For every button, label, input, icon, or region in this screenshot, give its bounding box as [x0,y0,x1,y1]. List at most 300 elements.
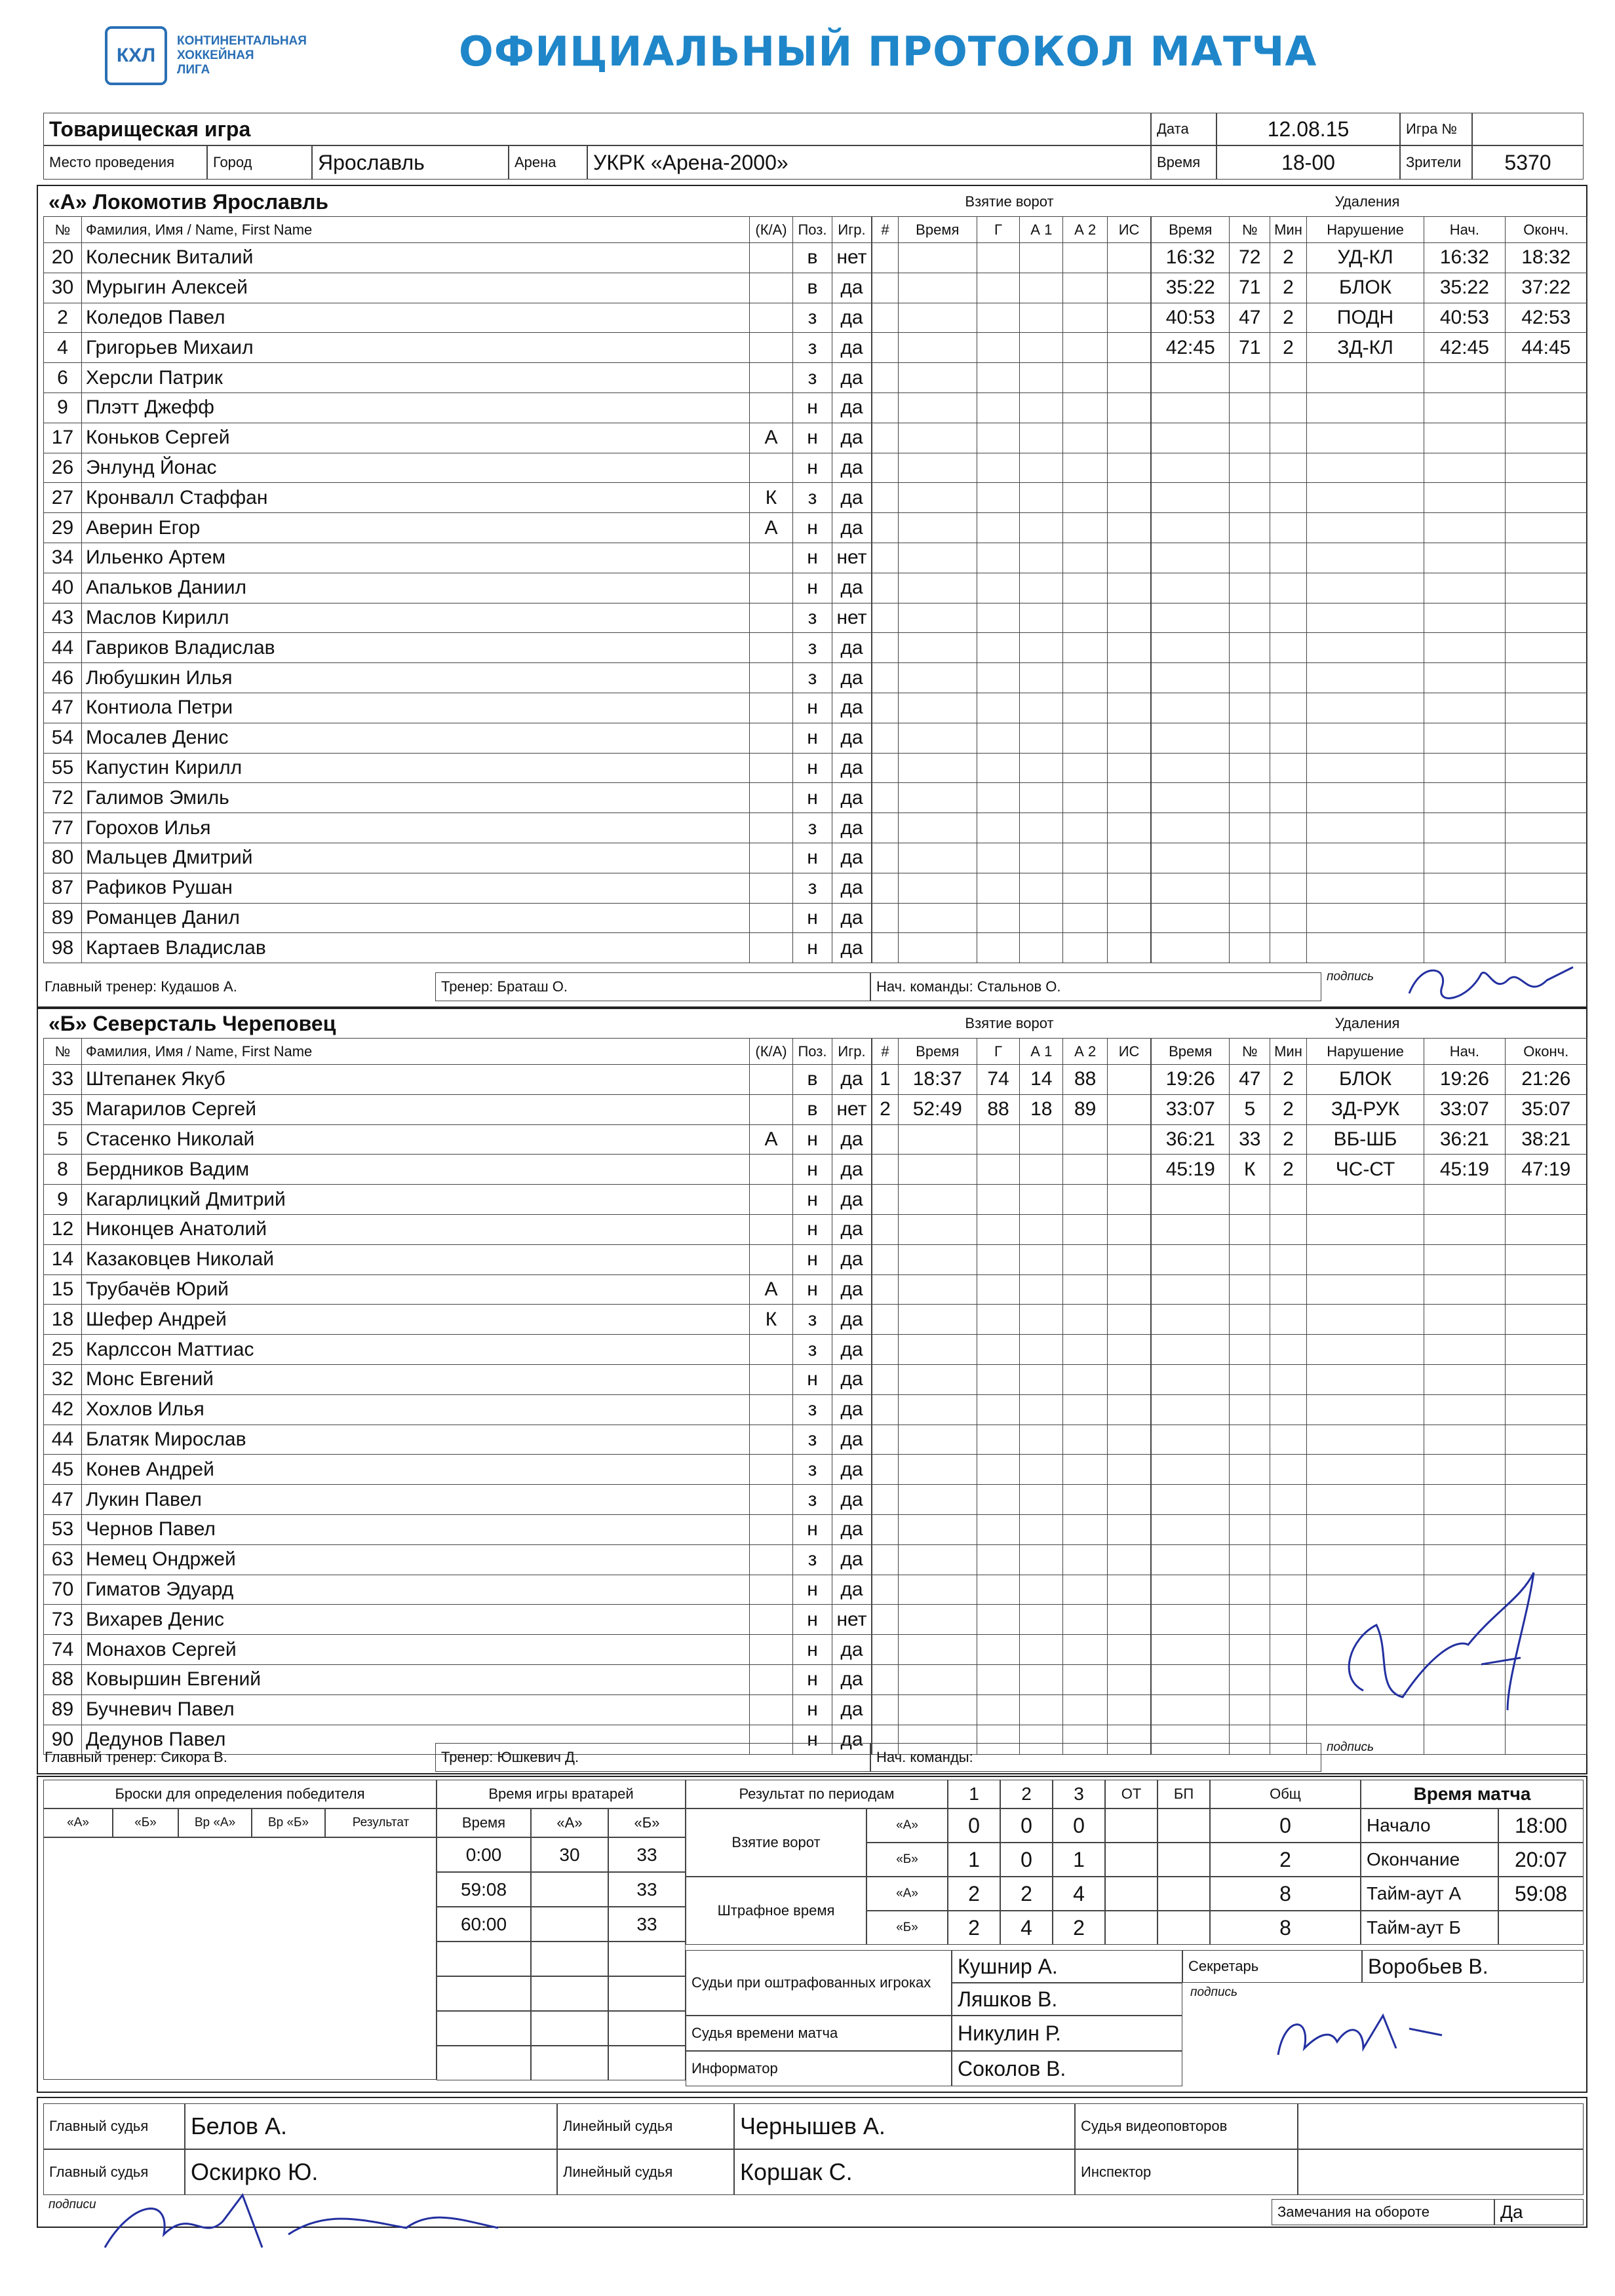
player-position: н [793,843,832,873]
col-p-start: Нач. [1424,1039,1505,1065]
player-played: да [832,363,871,393]
player-name: Кронвалл Стаффан [81,483,749,513]
team-a-coach: Тренер: Браташ О. [435,972,870,1001]
goal-assist-1 [1020,1575,1063,1605]
player-name: Горохов Илья [81,813,749,843]
penalty-start [1424,423,1505,453]
player-played: да [832,453,871,483]
goal-strength [1108,273,1151,303]
penalty-time [1152,1364,1230,1394]
goal-strength [1108,1575,1151,1605]
player-captain-mark: А [750,1124,793,1155]
goalie-time-col-a: «А» [531,1808,608,1837]
goal-assist-2 [1063,1364,1108,1394]
penalty-end [1505,1485,1587,1515]
goal-assist-1 [1020,243,1063,273]
table-row [44,1305,872,1335]
goal-number [872,633,899,663]
goal-scorer [977,1394,1020,1425]
goal-strength [1108,1664,1151,1694]
player-position: н [793,1664,832,1694]
player-position: з [793,663,832,693]
goal-time [898,1155,977,1185]
player-name: Конев Андрей [81,1455,749,1485]
player-position: н [793,1155,832,1185]
player-number: 12 [44,1214,82,1244]
player-number: 26 [44,453,82,483]
player-number: 89 [44,903,82,933]
penalty-end [1505,783,1587,813]
team-a-head-coach: Главный тренер: Кудашов А. [45,978,237,995]
penalty-time [1152,423,1230,453]
col-g-a1: А 1 [1020,1039,1063,1065]
penalty-end [1505,392,1587,423]
penalty-player [1230,1394,1270,1425]
penalty-row [1152,1185,1587,1215]
penalty-start [1424,543,1505,573]
penalty-time [1152,1425,1230,1455]
table-row [44,1694,872,1725]
penalty-start [1424,1305,1505,1335]
player-name: Блатяк Мирослав [81,1425,749,1455]
table-row [44,423,872,453]
goal-row [872,1694,1151,1725]
goals-header [872,1039,1151,1065]
penalty-time [1152,1694,1230,1725]
player-number: 35 [44,1094,82,1124]
team-a-pen-body [1152,243,1587,963]
goal-scorer [977,363,1020,393]
goal-row [872,633,1151,663]
goal-assist-1 [1020,1214,1063,1244]
player-name: Романцев Данил [81,903,749,933]
goal-row [872,813,1151,843]
player-position: з [793,1335,832,1365]
team-b-chief: Нач. команды: [870,1743,1321,1772]
penalty-minutes: 2 [1270,243,1307,273]
penalty-player: К [1230,1155,1270,1185]
goal-assist-2 [1063,933,1108,963]
penalty-start [1424,1335,1505,1365]
col-g-a2: А 2 [1063,217,1108,243]
table-row [44,273,872,303]
goal-row [872,1094,1151,1124]
goal-assist-2 [1063,1124,1108,1155]
player-number: 55 [44,753,82,783]
goal-assist-2 [1063,753,1108,783]
team-a-goals-title: Взятие ворот [965,193,1054,210]
goal-time [898,333,977,363]
goal-assist-2 [1063,603,1108,633]
penalty-row [1152,1305,1587,1335]
team-a-signature [1396,954,1586,1006]
goal-row [872,1155,1151,1185]
penalty-minutes [1270,1605,1307,1635]
goalie-time-value: 0:00 [437,1837,531,1872]
inspector-value [1298,2149,1584,2195]
period-goals-a-cell: 0 [1053,1808,1105,1843]
goal-scorer [977,1214,1020,1244]
penalty-judge-1: Кушнир А. [952,1950,1182,1983]
goal-time [898,483,977,513]
penalty-player [1230,1664,1270,1694]
penalty-row [1152,543,1587,573]
goal-time [898,1605,977,1635]
penalty-time [1152,1605,1230,1635]
player-position: н [793,1575,832,1605]
player-played: да [832,1305,871,1335]
penalty-time [1152,873,1230,903]
penalty-time [1152,1274,1230,1305]
player-played: да [832,423,871,453]
penalty-infraction [1306,1514,1424,1544]
penalty-infraction [1306,723,1424,753]
goal-assist-1 [1020,813,1063,843]
player-captain-mark: К [750,483,793,513]
goal-strength [1108,1364,1151,1394]
penalty-end [1505,873,1587,903]
penalty-start [1424,1514,1505,1544]
penalty-minutes [1270,1575,1307,1605]
goal-assist-2 [1063,303,1108,333]
penalty-time [1152,1244,1230,1274]
period-2-label: 2 [1000,1780,1053,1808]
table-row [44,1335,872,1365]
player-captain-mark: А [750,513,793,543]
player-name: Галимов Эмиль [81,783,749,813]
goalie-time-value [437,2011,531,2046]
player-name: Лукин Павел [81,1485,749,1515]
goal-time [898,1664,977,1694]
goal-scorer: 88 [977,1094,1020,1124]
team-a-goals-table [872,216,1151,963]
penalty-row [1152,392,1587,423]
goal-scorer [977,783,1020,813]
goalie-b-number [608,2011,686,2046]
goal-row [872,333,1151,363]
penalty-minutes [1270,783,1307,813]
table-row [44,663,872,693]
player-number: 74 [44,1635,82,1665]
penalty-end [1505,723,1587,753]
goal-row [872,513,1151,543]
goal-strength [1108,933,1151,963]
player-number: 45 [44,1455,82,1485]
penalty-minutes [1270,663,1307,693]
player-name: Мальцев Дмитрий [81,843,749,873]
goal-scorer [977,903,1020,933]
team-a-title: «А» Локомотив Ярославль [49,189,329,214]
player-name: Бердников Вадим [81,1155,749,1185]
penalty-time [1152,1214,1230,1244]
goalie-a-number [531,1976,608,2011]
goal-strength [1108,1065,1151,1095]
team-b-roster-body [44,1065,872,1755]
player-number: 90 [44,1725,82,1755]
goal-number [872,873,899,903]
goal-time [898,603,977,633]
goalie-time-title: Время игры вратарей [437,1780,686,1808]
player-number: 34 [44,543,82,573]
player-position: н [793,1274,832,1305]
periods-pen-label: Штрафное время [686,1877,866,1945]
league-name [177,34,307,77]
player-played: да [832,873,871,903]
goalie-a-number [531,2046,608,2080]
penalty-end: 21:26 [1505,1065,1587,1095]
player-number: 72 [44,783,82,813]
penalty-end [1505,813,1587,843]
penalty-row [1152,1094,1587,1124]
goal-row [872,543,1151,573]
penalty-start [1424,573,1505,603]
team-b-coach: Тренер: Юшкевич Д. [435,1743,870,1772]
player-played: нет [832,243,871,273]
player-name: Картаев Владислав [81,933,749,963]
goal-row [872,663,1151,693]
period-pen-b-cell [1158,1911,1210,1945]
penalty-time [1152,453,1230,483]
team-a-pen-table [1151,216,1587,963]
player-number: 8 [44,1155,82,1185]
goal-assist-2 [1063,1394,1108,1425]
goalie-a-number [531,1942,608,1976]
player-position: в [793,273,832,303]
table-row [44,1514,872,1544]
player-position: н [793,723,832,753]
goal-time [898,243,977,273]
penalty-player [1230,1694,1270,1725]
goal-assist-2 [1063,1274,1108,1305]
player-number: 15 [44,1274,82,1305]
player-captain-mark [750,1485,793,1515]
penalty-infraction: БЛОК [1306,273,1424,303]
player-number: 63 [44,1544,82,1575]
goal-strength [1108,783,1151,813]
penalty-start [1424,1455,1505,1485]
player-played: да [832,1425,871,1455]
goal-time [898,753,977,783]
penalty-infraction: ВБ-ШБ [1306,1124,1424,1155]
player-number: 9 [44,1185,82,1215]
goal-scorer [977,333,1020,363]
player-played: да [832,1664,871,1694]
goal-assist-2 [1063,333,1108,363]
penalty-end [1505,1214,1587,1244]
goal-strength [1108,1335,1151,1365]
penalty-infraction [1306,1394,1424,1425]
player-name: Штепанек Якуб [81,1065,749,1095]
goal-time [898,1305,977,1335]
player-position: н [793,392,832,423]
goal-assist-1 [1020,873,1063,903]
goal-row [872,903,1151,933]
informer-label: Информатор [686,2051,952,2086]
goalie-b-number: 33 [608,1837,686,1872]
penalty-row [1152,1274,1587,1305]
player-position: н [793,1514,832,1544]
goal-strength [1108,392,1151,423]
timekeeper-value: Никулин Р. [952,2016,1182,2051]
penalty-player [1230,573,1270,603]
video-judge-value [1298,2103,1584,2149]
penalty-time [1152,1575,1230,1605]
penalty-judge-2: Ляшков В. [952,1983,1182,2016]
goal-number [872,903,899,933]
player-played: да [832,933,871,963]
penalty-infraction [1306,453,1424,483]
team-b-goals-table [872,1038,1151,1755]
time-label: Время [1151,145,1216,180]
player-number: 42 [44,1394,82,1425]
penalty-player [1230,1274,1270,1305]
player-number: 25 [44,1335,82,1365]
penalty-infraction [1306,633,1424,663]
player-captain-mark [750,1335,793,1365]
spectators-label: Зрители [1400,145,1472,180]
goal-assist-1 [1020,273,1063,303]
goal-row [872,1335,1151,1365]
table-row [44,1635,872,1665]
goal-assist-2 [1063,392,1108,423]
player-position: н [793,933,832,963]
table-row [44,243,872,273]
player-played: да [832,1514,871,1544]
player-name: Монс Евгений [81,1364,749,1394]
goal-scorer [977,303,1020,333]
penalty-minutes [1270,813,1307,843]
player-played: да [832,783,871,813]
player-name: Монахов Сергей [81,1635,749,1665]
penalty-player [1230,633,1270,663]
goal-strength [1108,513,1151,543]
goal-time [898,843,977,873]
player-played: да [832,1124,871,1155]
goal-scorer [977,1635,1020,1665]
player-played: да [832,513,871,543]
penalty-row [1152,423,1587,453]
col-pos: Поз. [793,217,832,243]
goal-assist-1 [1020,1394,1063,1425]
table-row [44,813,872,843]
penalty-player [1230,1335,1270,1365]
goal-row [872,1605,1151,1635]
penalty-start [1424,723,1505,753]
goal-scorer [977,1605,1020,1635]
penalty-start [1424,513,1505,543]
penalty-end: 37:22 [1505,273,1587,303]
ref-1-value: Белов А. [185,2103,557,2149]
player-number: 98 [44,933,82,963]
team-b-sign-label: подпись [1327,1740,1374,1754]
table-row [44,1544,872,1575]
goal-strength [1108,1605,1151,1635]
goal-assist-2 [1063,1544,1108,1575]
goal-assist-1 [1020,603,1063,633]
penalty-minutes [1270,1455,1307,1485]
goal-assist-2: 88 [1063,1065,1108,1095]
period-pen-a-cell: 2 [1000,1877,1053,1911]
remarks-value: Да [1494,2199,1584,2225]
penalty-row [1152,513,1587,543]
period-goals-b-cell: 2 [1210,1843,1361,1877]
goal-number: 2 [872,1094,899,1124]
goal-assist-2 [1063,633,1108,663]
goal-row [872,753,1151,783]
goal-assist-1 [1020,1455,1063,1485]
period-goals-b-cell: 0 [1000,1843,1053,1877]
goal-row [872,873,1151,903]
table-row [44,543,872,573]
penalty-minutes: 2 [1270,303,1307,333]
player-number: 47 [44,693,82,723]
penalty-player [1230,1214,1270,1244]
line-1-value: Чернышев А. [734,2103,1075,2149]
player-position: н [793,423,832,453]
goalie-a-number [531,2011,608,2046]
player-position: з [793,1425,832,1455]
penalty-minutes [1270,1244,1307,1274]
player-captain-mark [750,1094,793,1124]
penalty-minutes [1270,693,1307,723]
goal-assist-1 [1020,753,1063,783]
player-name: Ильенко Артем [81,543,749,573]
player-name: Апальков Даниил [81,573,749,603]
periods-goals-a-label: «А» [866,1808,948,1843]
goal-time [898,1694,977,1725]
goal-row [872,483,1151,513]
penalty-end [1505,1185,1587,1215]
goal-number [872,543,899,573]
table-row [44,693,872,723]
player-position: з [793,483,832,513]
goal-time [898,723,977,753]
penalty-player [1230,813,1270,843]
goal-number [872,1185,899,1215]
goal-time: 52:49 [898,1094,977,1124]
col-g-is: ИС [1108,1039,1151,1065]
penalty-end [1505,663,1587,693]
goal-scorer [977,1305,1020,1335]
penalty-start [1424,1274,1505,1305]
periods-title: Результат по периодам [686,1780,948,1808]
goal-strength [1108,1635,1151,1665]
goal-row [872,1485,1151,1515]
col-p-end: Оконч. [1505,217,1587,243]
goal-scorer [977,1694,1020,1725]
player-number: 54 [44,723,82,753]
penalty-infraction [1306,603,1424,633]
pen-header [1152,217,1587,243]
player-captain-mark [750,1185,793,1215]
goal-time [898,1485,977,1515]
penalty-minutes [1270,513,1307,543]
goal-time [898,303,977,333]
penalty-infraction [1306,1274,1424,1305]
player-position: н [793,1214,832,1244]
player-played: да [832,1185,871,1215]
penalty-row [1152,363,1587,393]
penalty-end [1505,453,1587,483]
player-number: 47 [44,1485,82,1515]
date-value: 12.08.15 [1216,113,1400,145]
goal-number [872,483,899,513]
player-number: 44 [44,633,82,663]
goal-assist-2 [1063,1664,1108,1694]
penalty-player [1230,1605,1270,1635]
goal-scorer [977,933,1020,963]
player-played: да [832,1544,871,1575]
